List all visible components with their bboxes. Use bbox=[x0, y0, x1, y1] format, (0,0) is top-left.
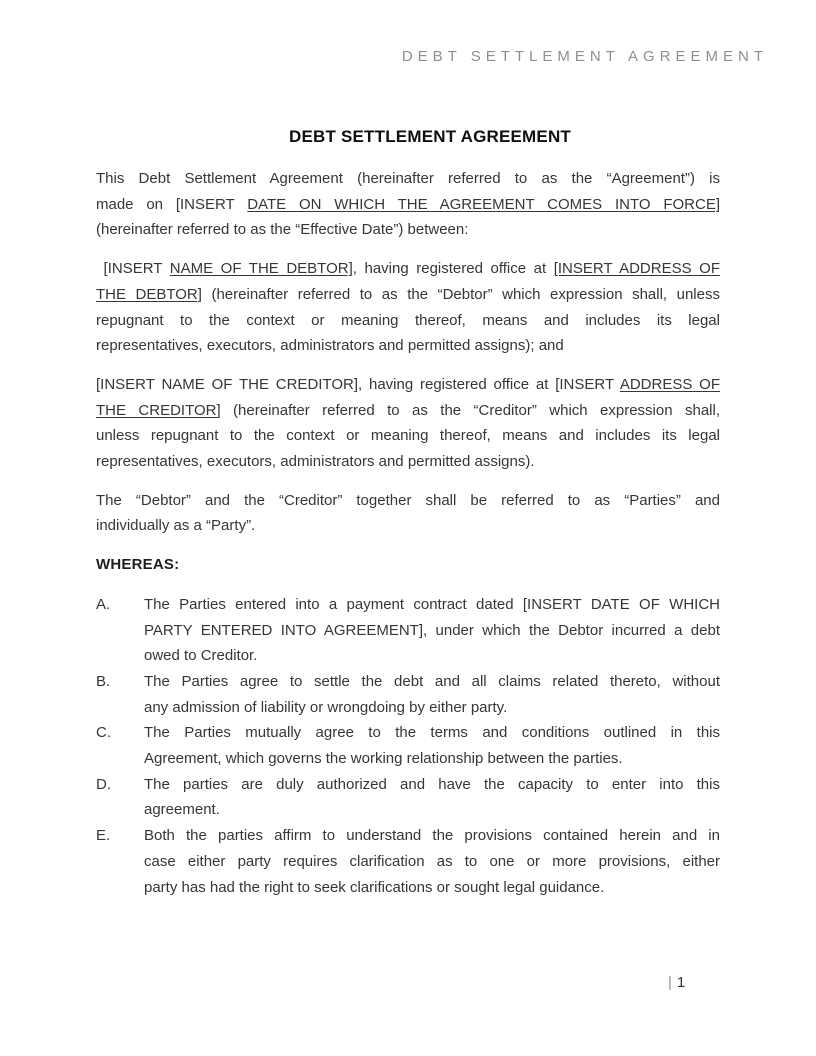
text-segment: party has had the right to seek clarifications or sought legal guidance. bbox=[144, 878, 605, 896]
text-line bbox=[144, 823, 720, 849]
text-line bbox=[96, 423, 720, 449]
text-line bbox=[96, 333, 720, 359]
text-line bbox=[96, 449, 720, 475]
recital-item bbox=[96, 592, 720, 669]
whereas-heading: WHEREAS: bbox=[96, 556, 180, 574]
text-segment: The Parties mutually agree to the terms and conditions outlined in this bbox=[144, 724, 720, 742]
underlined-placeholder: THE DEBTOR] bbox=[96, 285, 202, 303]
text-line bbox=[96, 488, 720, 514]
text-line bbox=[144, 643, 720, 669]
recital-item bbox=[96, 772, 720, 823]
recital-label: C. bbox=[96, 724, 111, 742]
text-segment: [INSERT NAME OF THE CREDITOR], having registered office at [INSERT bbox=[96, 375, 620, 393]
recital-label: A. bbox=[96, 595, 111, 613]
recital-item bbox=[96, 720, 720, 771]
text-segment: ] (hereinafter referred to as the “Creditor” which expression shall, bbox=[216, 401, 721, 419]
text-segment: any admission of liability or wrongdoing by either party. bbox=[144, 698, 508, 716]
text-segment: repugnant to the context or meaning thereof, means and includes its legal bbox=[96, 311, 720, 329]
text-segment: This Debt Settlement Agreement (hereinafter referred to as the “Agreement”) is bbox=[96, 170, 720, 187]
text-segment: representatives, executors, administrators and permitted assigns). bbox=[96, 453, 535, 471]
text-line bbox=[144, 695, 720, 721]
text-segment: The parties are duly authorized and have the capacity to enter into this bbox=[144, 775, 720, 793]
text-line bbox=[96, 398, 720, 424]
text-segment: owed to Creditor. bbox=[144, 647, 258, 665]
underlined-placeholder: [INSERT ADDRESS OF bbox=[553, 260, 720, 278]
text-segment: [INSERT bbox=[96, 260, 170, 278]
text-line bbox=[144, 592, 720, 618]
text-line bbox=[96, 166, 720, 192]
recital-label: D. bbox=[96, 775, 111, 793]
paragraph bbox=[96, 166, 720, 243]
text-segment: representatives, executors, administrators and permitted assigns); and bbox=[96, 337, 564, 355]
text-segment: The “Debtor” and the “Creditor” together shall be referred to as “Parties” and bbox=[96, 491, 720, 509]
text-line bbox=[144, 720, 720, 746]
recital-text bbox=[144, 669, 720, 720]
text-line bbox=[144, 849, 720, 875]
running-header-text: DEBT SETTLEMENT AGREEMENT bbox=[401, 48, 768, 65]
document-body bbox=[96, 124, 720, 900]
text-line bbox=[144, 746, 720, 772]
text-segment: The Parties agree to settle the debt and all claims related thereto, without bbox=[144, 672, 720, 690]
recital-item bbox=[96, 669, 720, 720]
text-segment: The Parties entered into a payment contract dated [INSERT DATE OF WHICH bbox=[144, 595, 720, 613]
text-segment: (hereinafter referred to as the “Effective Date”) between: bbox=[96, 221, 469, 239]
paragraph bbox=[96, 256, 720, 359]
text-segment: unless repugnant to the context or meaning thereof, means and includes its legal bbox=[96, 427, 720, 445]
paragraph bbox=[96, 488, 720, 539]
text-segment: Agreement, which governs the working relationship between the parties. bbox=[144, 750, 623, 768]
text-line bbox=[96, 308, 720, 334]
page-number: 1 bbox=[676, 974, 686, 991]
text-segment: PARTY ENTERED INTO AGREEMENT], under which the Debtor incurred a debt bbox=[144, 621, 720, 639]
text-line bbox=[144, 875, 720, 901]
text-line bbox=[96, 217, 720, 243]
text-line bbox=[144, 772, 720, 798]
underlined-placeholder: ADDRESS OF bbox=[619, 375, 721, 393]
recitals-list bbox=[96, 592, 720, 900]
recital-text bbox=[144, 823, 720, 900]
text-segment: individually as a “Party”. bbox=[96, 517, 256, 535]
document-title: DEBT SETTLEMENT AGREEMENT bbox=[288, 127, 572, 146]
recital-label: E. bbox=[96, 827, 111, 845]
text-segment: case either party requires clarification as to one or more provisions, either bbox=[144, 852, 720, 870]
text-segment: Both the parties affirm to understand the provisions contained herein and in bbox=[144, 827, 720, 845]
recital-text bbox=[144, 772, 720, 823]
underlined-placeholder: DATE ON WHICH THE AGREEMENT COMES INTO FORCE] bbox=[247, 195, 720, 213]
recital-item bbox=[96, 823, 720, 900]
recital-text bbox=[144, 720, 720, 771]
text-line bbox=[96, 256, 720, 282]
recital-text bbox=[144, 592, 720, 669]
recital-label: B. bbox=[96, 672, 111, 690]
preamble-paragraphs bbox=[96, 166, 720, 539]
underlined-placeholder: THE CREDITOR bbox=[96, 401, 217, 419]
text-segment: made on [INSERT bbox=[96, 195, 248, 213]
text-line bbox=[144, 669, 720, 695]
text-line bbox=[144, 618, 720, 644]
text-segment: (hereinafter referred to as the “Debtor” which expression shall, unless bbox=[201, 285, 720, 303]
text-line bbox=[96, 282, 720, 308]
text-segment: , having registered office at bbox=[352, 260, 554, 278]
footer-separator: | bbox=[668, 974, 672, 991]
text-line bbox=[96, 513, 720, 539]
text-line bbox=[96, 192, 720, 218]
underlined-placeholder: NAME OF THE DEBTOR] bbox=[169, 260, 353, 278]
text-line bbox=[144, 797, 720, 823]
paragraph bbox=[96, 372, 720, 475]
text-line bbox=[96, 372, 720, 398]
page-footer bbox=[668, 974, 685, 991]
text-segment: agreement. bbox=[144, 801, 220, 819]
